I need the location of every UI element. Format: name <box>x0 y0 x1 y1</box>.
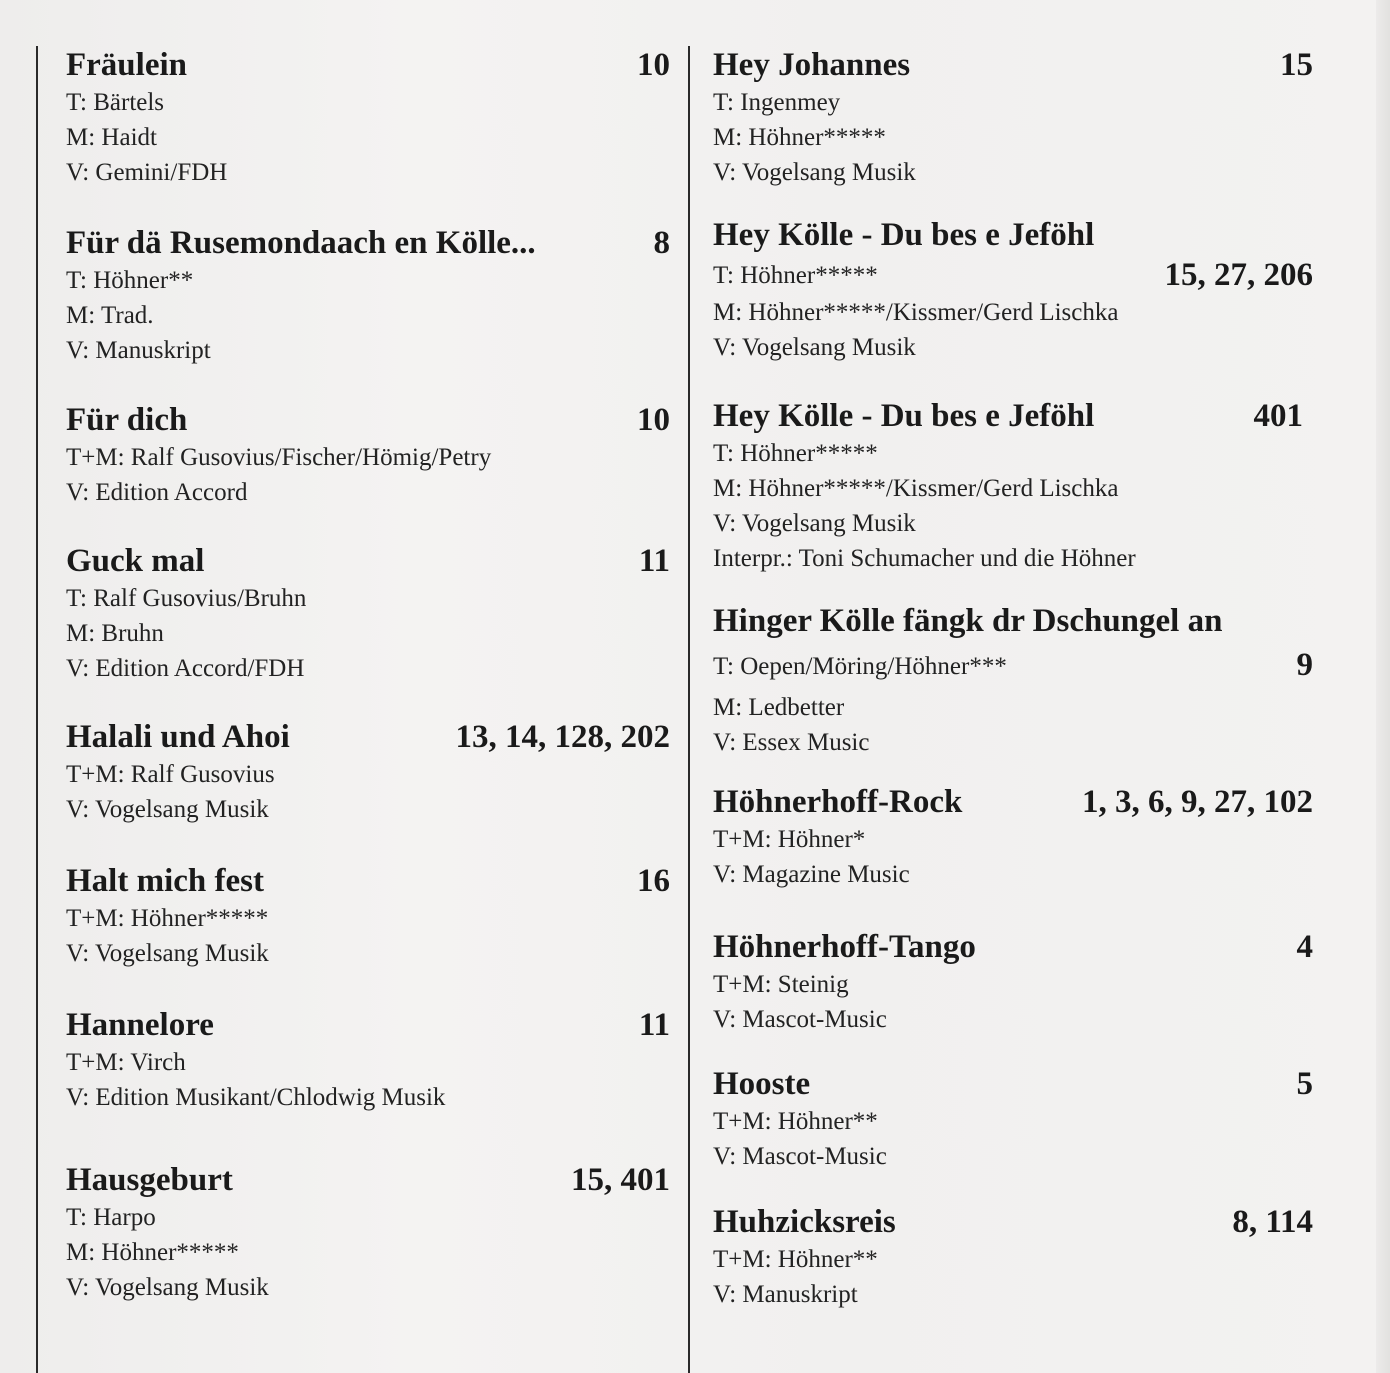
credit-line: M: Trad. <box>66 302 154 329</box>
song-title: Halali und Ahoi <box>66 719 290 755</box>
credit-line: T: Bärtels <box>66 89 165 116</box>
song-entry <box>66 400 670 510</box>
song-entry <box>713 45 1313 190</box>
song-entry <box>713 1202 1313 1312</box>
credit-line: M: Höhner***** <box>66 1239 239 1266</box>
track-numbers: 15, 401 <box>571 1162 670 1198</box>
song-title: Für dich <box>66 402 188 438</box>
song-title: Huhzicksreis <box>713 1204 896 1240</box>
credit-line: M: Ledbetter <box>713 694 845 721</box>
song-entry <box>713 927 1313 1037</box>
credit-line: T: Ralf Gusovius/Bruhn <box>66 585 307 612</box>
song-entry <box>713 601 1313 760</box>
song-entry <box>66 541 670 686</box>
credit-line: T: Ingenmey <box>713 89 841 116</box>
track-numbers: 5 <box>1296 1066 1313 1102</box>
song-entry <box>66 861 670 971</box>
song-title: Hannelore <box>66 1007 214 1043</box>
credit-line: T+M: Höhner***** <box>66 905 269 932</box>
credit-line: T+M: Virch <box>66 1049 186 1076</box>
track-numbers: 16 <box>637 863 670 899</box>
credit-line: M: Höhner*****/Kissmer/Gerd Lischka <box>713 299 1119 326</box>
song-entry <box>66 45 670 190</box>
song-title: Hey Kölle - Du bes e Jeföhl <box>713 217 1095 253</box>
credit-line: V: Edition Musikant/Chlodwig Musik <box>66 1084 446 1111</box>
credit-line: M: Höhner***** <box>713 124 886 151</box>
credit-line: V: Magazine Music <box>713 861 910 888</box>
track-numbers: 15, 27, 206 <box>1164 257 1313 293</box>
credit-line: M: Höhner*****/Kissmer/Gerd Lischka <box>713 475 1119 502</box>
credit-line: T+M: Höhner* <box>713 826 866 853</box>
credit-line: T: Höhner***** <box>713 440 878 467</box>
credit-line: V: Gemini/FDH <box>66 159 228 186</box>
track-numbers: 8, 114 <box>1232 1204 1313 1240</box>
credit-line: M: Bruhn <box>66 620 164 647</box>
song-title: Hey Johannes <box>713 47 911 83</box>
song-entry <box>713 782 1313 892</box>
song-title: Halt mich fest <box>66 863 264 899</box>
song-entry <box>66 223 670 368</box>
song-entry <box>713 396 1313 576</box>
track-numbers: 11 <box>638 1007 670 1043</box>
left-rule <box>36 46 38 1373</box>
credit-line: V: Vogelsang Musik <box>713 510 916 537</box>
track-numbers: 4 <box>1296 929 1313 965</box>
song-entry <box>713 215 1313 365</box>
credit-line: V: Manuskript <box>713 1281 858 1308</box>
song-title: Hinger Kölle fängk dr Dschungel an <box>713 603 1223 639</box>
track-numbers: 401 <box>1253 398 1303 434</box>
song-title: Guck mal <box>66 543 205 579</box>
song-entry <box>713 1064 1313 1174</box>
credit-line: V: Vogelsang Musik <box>66 1274 269 1301</box>
song-title: Höhnerhoff-Rock <box>713 784 963 820</box>
page-edge <box>1376 0 1390 1373</box>
credit-line: M: Haidt <box>66 124 157 151</box>
center-rule <box>688 46 690 1373</box>
credit-line: T: Höhner** <box>66 267 194 294</box>
credit-line: V: Vogelsang Musik <box>66 796 269 823</box>
track-numbers: 9 <box>1296 647 1313 683</box>
credit-line: V: Edition Accord/FDH <box>66 655 305 682</box>
song-title: Hooste <box>713 1066 811 1102</box>
credit-line: T: Oepen/Möring/Höhner*** <box>713 653 1007 680</box>
credit-line: V: Vogelsang Musik <box>713 159 916 186</box>
credit-line: V: Manuskript <box>66 337 211 364</box>
credit-line: T+M: Höhner** <box>713 1108 878 1135</box>
track-numbers: 11 <box>638 543 670 579</box>
track-numbers: 10 <box>637 47 670 83</box>
credit-line: T+M: Steinig <box>713 971 849 998</box>
track-numbers: 10 <box>637 402 670 438</box>
credit-line: T+M: Höhner** <box>713 1246 878 1273</box>
credit-line: V: Essex Music <box>713 729 870 756</box>
track-numbers: 15 <box>1280 47 1313 83</box>
song-title: Hey Kölle - Du bes e Jeföhl <box>713 398 1095 434</box>
credit-line: V: Mascot-Music <box>713 1006 887 1033</box>
song-title: Für dä Rusemondaach en Kölle... <box>66 225 536 261</box>
track-numbers: 1, 3, 6, 9, 27, 102 <box>1082 784 1313 820</box>
credit-line: V: Vogelsang Musik <box>713 334 916 361</box>
credit-line: T+M: Ralf Gusovius/Fischer/Hömig/Petry <box>66 444 492 471</box>
song-title: Hausgeburt <box>66 1162 233 1198</box>
credit-line: V: Mascot-Music <box>713 1143 887 1170</box>
song-entry <box>66 1005 670 1115</box>
credit-line: T: Harpo <box>66 1204 156 1231</box>
credit-line: Interpr.: Toni Schumacher und die Höhner <box>713 545 1136 572</box>
track-numbers: 8 <box>653 225 670 261</box>
song-entry <box>66 1160 670 1305</box>
song-title: Höhnerhoff-Tango <box>713 929 976 965</box>
song-title: Fräulein <box>66 47 187 83</box>
credit-line: V: Vogelsang Musik <box>66 940 269 967</box>
credit-line: V: Edition Accord <box>66 479 248 506</box>
credit-line: T: Höhner***** <box>713 262 878 289</box>
track-numbers: 13, 14, 128, 202 <box>455 719 670 755</box>
credit-line: T+M: Ralf Gusovius <box>66 761 275 788</box>
song-entry <box>66 717 670 827</box>
